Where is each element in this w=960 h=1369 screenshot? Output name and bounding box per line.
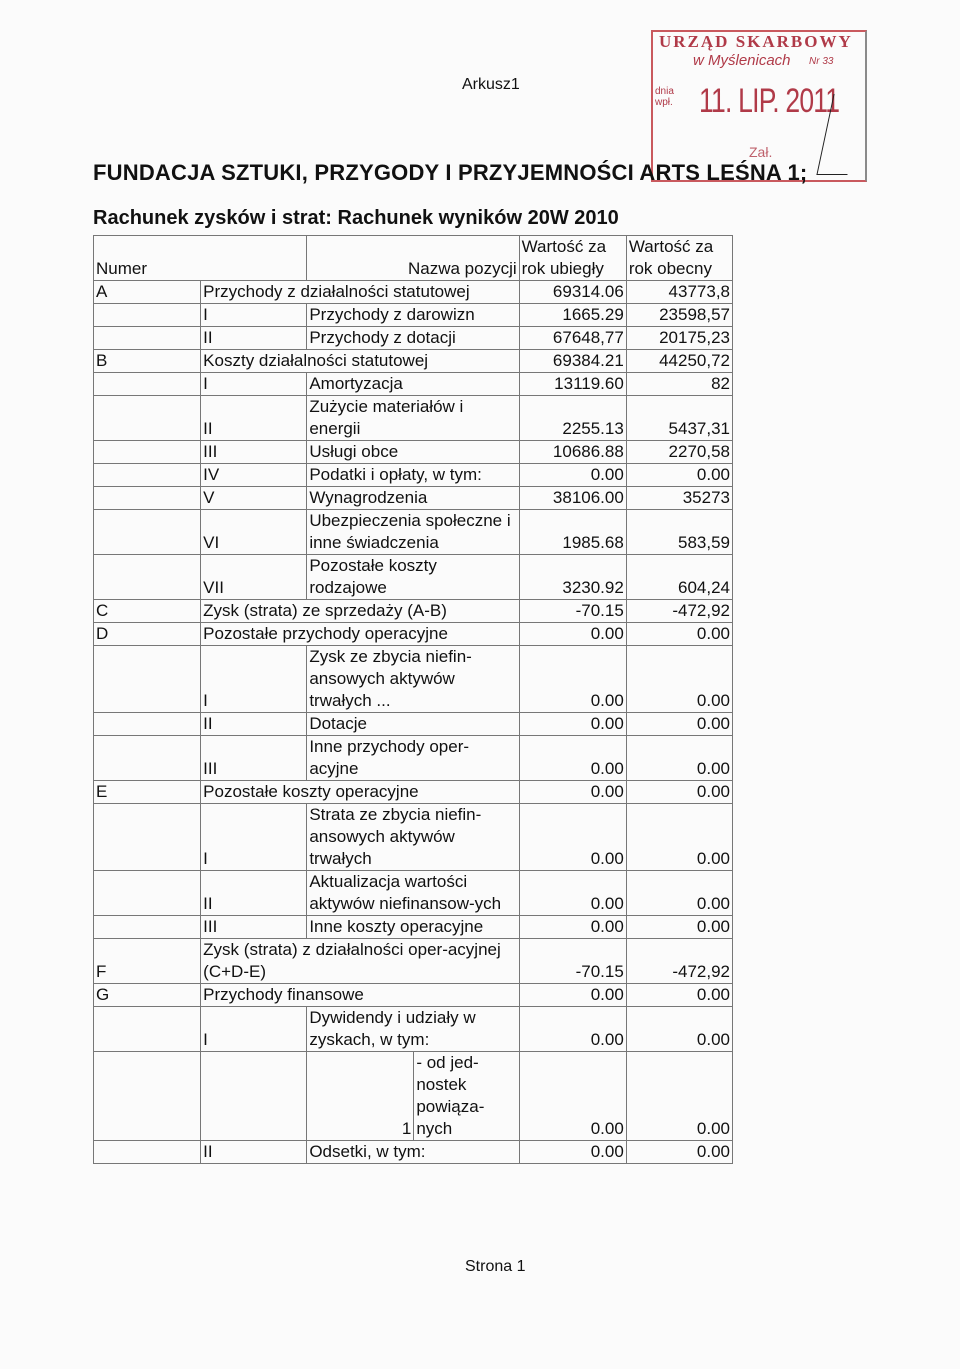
section-letter [94, 804, 201, 871]
roman-number: VI [201, 510, 307, 555]
value-current-year: 0.00 [626, 871, 732, 916]
value-current-year: 35273 [626, 487, 732, 510]
section-letter [94, 1052, 201, 1141]
section-letter [94, 396, 201, 441]
roman-number: II [201, 871, 307, 916]
item-name: Wynagrodzenia [307, 487, 519, 510]
value-prev-year: 69384.21 [519, 350, 626, 373]
value-prev-year: 0.00 [519, 916, 626, 939]
value-current-year: 0.00 [626, 646, 732, 713]
stamp-received-label [655, 86, 674, 108]
value-current-year: 0.00 [626, 984, 732, 1007]
item-name: Usługi obce [307, 441, 519, 464]
value-prev-year: 0.00 [519, 464, 626, 487]
header-nazwa: Nazwa pozycji [307, 236, 519, 281]
table-row [94, 441, 733, 464]
section-letter: G [94, 984, 201, 1007]
section-letter: E [94, 781, 201, 804]
section-letter [94, 555, 201, 600]
roman-number: III [201, 736, 307, 781]
roman-number: IV [201, 464, 307, 487]
value-current-year: 0.00 [626, 1052, 732, 1141]
value-prev-year: 67648,77 [519, 327, 626, 350]
value-prev-year: 0.00 [519, 984, 626, 1007]
item-name: Zużycie materiałów i energii [307, 396, 519, 441]
section-letter [94, 713, 201, 736]
roman-number: VII [201, 555, 307, 600]
table-row [94, 1052, 733, 1141]
item-name: Pozostałe przychody operacyjne [201, 623, 519, 646]
table-row [94, 281, 733, 304]
table-row [94, 487, 733, 510]
table-row [94, 304, 733, 327]
item-name: Ubezpieczenia społeczne i inne świadczenia [307, 510, 519, 555]
table-header-row [94, 236, 733, 281]
table-row [94, 555, 733, 600]
value-prev-year: -70.15 [519, 600, 626, 623]
value-current-year: 44250,72 [626, 350, 732, 373]
stamp-city-suffix: Nr 33 [809, 56, 834, 67]
value-current-year: -472,92 [626, 600, 732, 623]
value-current-year: 5437,31 [626, 396, 732, 441]
section-letter [94, 871, 201, 916]
item-name: Przychody z darowizn [307, 304, 519, 327]
table-row [94, 713, 733, 736]
header-numer: Numer [94, 236, 307, 281]
value-prev-year: 0.00 [519, 1007, 626, 1052]
item-name: Koszty działalności statutowej [201, 350, 519, 373]
table-row [94, 939, 733, 984]
value-current-year: 583,59 [626, 510, 732, 555]
value-prev-year: 0.00 [519, 623, 626, 646]
sheet-name: Arkusz1 [462, 76, 520, 93]
roman-number: I [201, 646, 307, 713]
value-prev-year: 13119.60 [519, 373, 626, 396]
value-prev-year: 0.00 [519, 1052, 626, 1141]
section-letter [94, 916, 201, 939]
roman-number: I [201, 304, 307, 327]
section-letter: D [94, 623, 201, 646]
section-letter [94, 304, 201, 327]
sub-item-cell [307, 1052, 519, 1141]
roman-number: III [201, 441, 307, 464]
table-row [94, 623, 733, 646]
table-body [94, 281, 733, 1164]
item-name: Zysk (strata) z działalności oper-acyjnej (C+D-E) [201, 939, 519, 984]
stamp-date: 11. LIP. 2011 [699, 82, 840, 120]
table-row [94, 916, 733, 939]
value-current-year: -472,92 [626, 939, 732, 984]
item-name: Podatki i opłaty, w tym: [307, 464, 519, 487]
value-current-year: 0.00 [626, 623, 732, 646]
roman-number: V [201, 487, 307, 510]
table-row [94, 646, 733, 713]
stamp-city: w Myślenicach [693, 52, 791, 69]
section-letter [94, 736, 201, 781]
item-name: Przychody z działalności statutowej [201, 281, 519, 304]
value-current-year: 43773,8 [626, 281, 732, 304]
table-row [94, 781, 733, 804]
value-prev-year: 0.00 [519, 871, 626, 916]
section-letter [94, 646, 201, 713]
section-letter: C [94, 600, 201, 623]
table-row [94, 510, 733, 555]
table-row [94, 327, 733, 350]
section-letter [94, 373, 201, 396]
value-current-year: 0.00 [626, 464, 732, 487]
section-letter [94, 464, 201, 487]
table-row [94, 871, 733, 916]
value-current-year: 0.00 [626, 736, 732, 781]
item-name: Dywidendy i udziały w zyskach, w tym: [307, 1007, 519, 1052]
value-current-year: 0.00 [626, 804, 732, 871]
sub-item-number: 1 [307, 1052, 414, 1140]
roman-number: II [201, 396, 307, 441]
value-prev-year: 0.00 [519, 736, 626, 781]
value-current-year: 2270,58 [626, 441, 732, 464]
section-letter [94, 327, 201, 350]
table-row [94, 350, 733, 373]
table-row [94, 1141, 733, 1164]
document-subtitle: Rachunek zysków i strat: Rachunek wyników 20W 2010 [93, 207, 619, 229]
section-letter [94, 487, 201, 510]
item-name: Strata ze zbycia niefin-ansowych aktywów trwałych [307, 804, 519, 871]
table-row [94, 464, 733, 487]
roman-number: I [201, 373, 307, 396]
document-title: FUNDACJA SZTUKI, PRZYGODY I PRZYJEMNOŚCI ARTS LEŚNA 1; [93, 160, 808, 185]
page-footer: Strona 1 [465, 1258, 526, 1275]
value-prev-year: -70.15 [519, 939, 626, 984]
section-letter [94, 510, 201, 555]
value-prev-year: 3230.92 [519, 555, 626, 600]
roman-number: II [201, 1141, 307, 1164]
item-name: Zysk (strata) ze sprzedaży (A-B) [201, 600, 519, 623]
value-prev-year: 38106.00 [519, 487, 626, 510]
value-prev-year: 1665.29 [519, 304, 626, 327]
header-prev-year: Wartość za rok ubiegły [519, 236, 626, 281]
stamp-received-label-1: dnia [655, 86, 674, 97]
value-prev-year: 0.00 [519, 781, 626, 804]
section-letter: F [94, 939, 201, 984]
value-prev-year: 2255.13 [519, 396, 626, 441]
section-letter [94, 441, 201, 464]
roman-number: II [201, 713, 307, 736]
value-current-year: 0.00 [626, 1141, 732, 1164]
value-prev-year: 1985.68 [519, 510, 626, 555]
table-row [94, 804, 733, 871]
table-row [94, 984, 733, 1007]
value-prev-year: 69314.06 [519, 281, 626, 304]
item-name: Aktualizacja wartości aktywów niefinansow-ych [307, 871, 519, 916]
item-name: Dotacje [307, 713, 519, 736]
table-row [94, 736, 733, 781]
value-prev-year: 10686.88 [519, 441, 626, 464]
value-current-year: 20175,23 [626, 327, 732, 350]
table-row [94, 600, 733, 623]
item-name: Amortyzacja [307, 373, 519, 396]
item-name: Przychody z dotacji [307, 327, 519, 350]
stamp-office: URZĄD SKARBOWY [659, 32, 853, 51]
roman-number: I [201, 1007, 307, 1052]
stamp-received-label-2: wpł. [655, 97, 673, 108]
value-current-year: 604,24 [626, 555, 732, 600]
roman-number: I [201, 804, 307, 871]
sub-item-name: - od jed-nostek powiąza-nych [416, 1053, 485, 1138]
value-current-year: 0.00 [626, 1007, 732, 1052]
stamp-zal: Zał. [749, 144, 773, 160]
value-current-year: 0.00 [626, 713, 732, 736]
income-statement-table [93, 235, 733, 1164]
roman-number: III [201, 916, 307, 939]
section-letter: A [94, 281, 201, 304]
section-letter: B [94, 350, 201, 373]
item-name: Pozostałe koszty operacyjne [201, 781, 519, 804]
section-letter [94, 1007, 201, 1052]
item-name: Inne przychody oper-acyjne [307, 736, 519, 781]
value-prev-year: 0.00 [519, 1141, 626, 1164]
table-row [94, 1007, 733, 1052]
value-prev-year: 0.00 [519, 713, 626, 736]
item-name: Inne koszty operacyjne [307, 916, 519, 939]
table-row [94, 373, 733, 396]
header-current-year: Wartość za rok obecny [626, 236, 732, 281]
value-current-year: 0.00 [626, 916, 732, 939]
value-current-year: 23598,57 [626, 304, 732, 327]
item-name: Odsetki, w tym: [307, 1141, 519, 1164]
item-name: Przychody finansowe [201, 984, 519, 1007]
table-row [94, 396, 733, 441]
item-name: Zysk ze zbycia niefin-ansowych aktywów trwałych ... [307, 646, 519, 713]
section-letter [94, 1141, 201, 1164]
roman-number [201, 1052, 307, 1141]
item-name: Pozostałe koszty rodzajowe [307, 555, 519, 600]
value-current-year: 0.00 [626, 781, 732, 804]
value-current-year: 82 [626, 373, 732, 396]
value-prev-year: 0.00 [519, 804, 626, 871]
value-prev-year: 0.00 [519, 646, 626, 713]
roman-number: II [201, 327, 307, 350]
